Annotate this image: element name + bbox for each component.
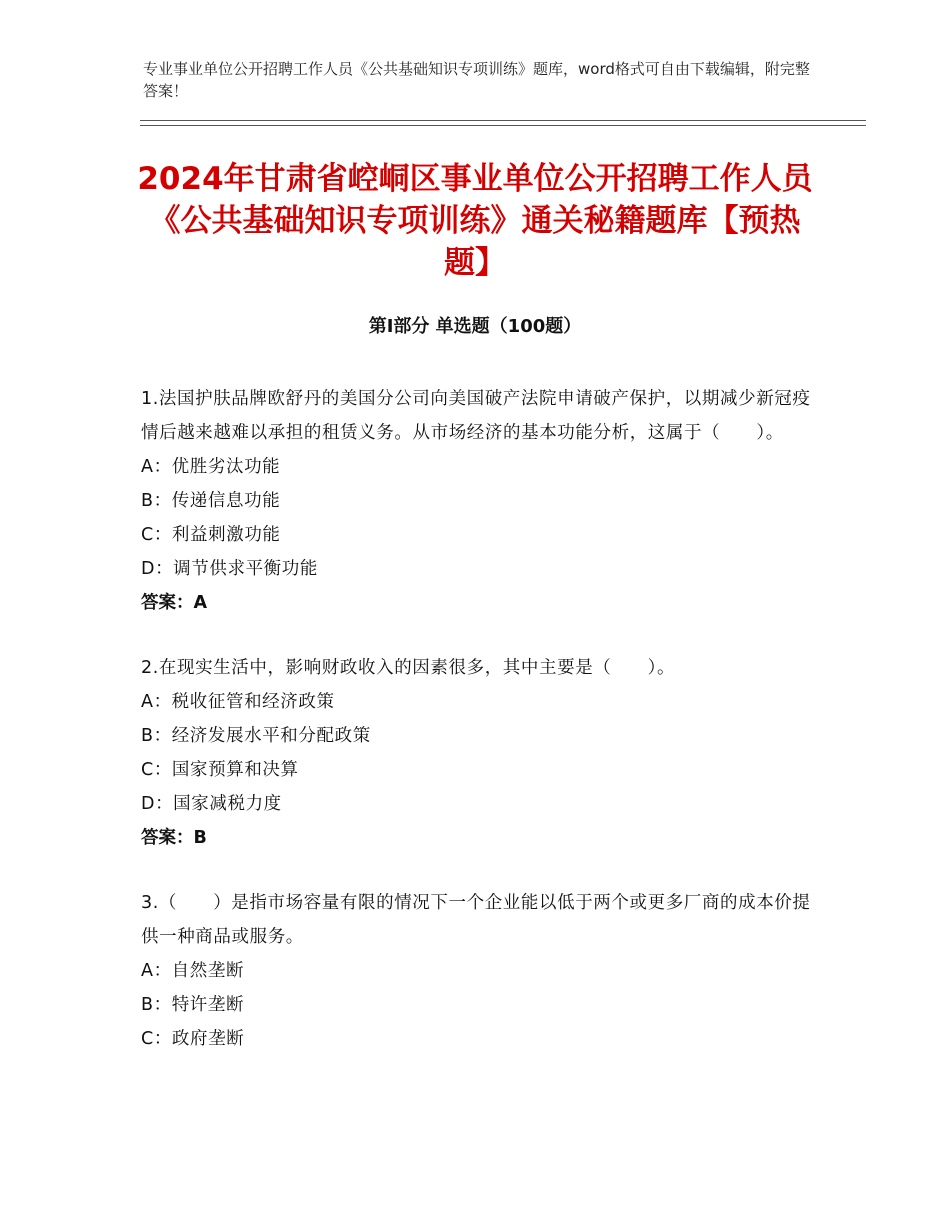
option-c: C：国家预算和决算 xyxy=(141,760,299,780)
question-stem: 3.（ ）是指市场容量有限的情况下一个企业能以低于两个或更多厂商的成本价提供一种商品或服务。 xyxy=(141,893,811,947)
answer: 答案：A xyxy=(141,593,208,613)
option-a: A：税收征管和经济政策 xyxy=(141,692,335,712)
option-c: C：政府垄断 xyxy=(141,1029,245,1049)
option-a: A：优胜劣汰功能 xyxy=(141,457,281,477)
question-list xyxy=(141,382,811,1087)
question-2 xyxy=(141,651,811,855)
question-1 xyxy=(141,382,811,620)
header-note: 专业事业单位公开招聘工作人员《公共基础知识专项训练》题库，word格式可自由下载编辑，附完整答案！ xyxy=(143,60,810,100)
question-3 xyxy=(141,886,811,1056)
option-b: B：特许垄断 xyxy=(141,995,245,1015)
header-divider xyxy=(140,120,866,126)
option-b: B：经济发展水平和分配政策 xyxy=(141,726,371,746)
section-heading: 第Ⅰ部分 单选题（100题） xyxy=(368,316,582,337)
option-d: D：调节供求平衡功能 xyxy=(141,559,318,579)
document-title: 2024年甘肃省崆峒区事业单位公开招聘工作人员《公共基础知识专项训练》通关秘籍题库【预热题】 xyxy=(137,161,813,281)
option-d: D：国家减税力度 xyxy=(141,794,282,814)
option-b: B：传递信息功能 xyxy=(141,491,281,511)
option-c: C：利益刺激功能 xyxy=(141,525,281,545)
question-stem: 2.在现实生活中，影响财政收入的因素很多，其中主要是（ ）。 xyxy=(141,658,676,678)
option-a: A：自然垄断 xyxy=(141,961,245,981)
question-stem: 1.法国护肤品牌欧舒丹的美国分公司向美国破产法院申请破产保护，以期减少新冠疫情后越来越难以承担的租赁义务。从市场经济的基本功能分析，这属于（ ）。 xyxy=(141,389,811,443)
answer: 答案：B xyxy=(141,828,207,848)
